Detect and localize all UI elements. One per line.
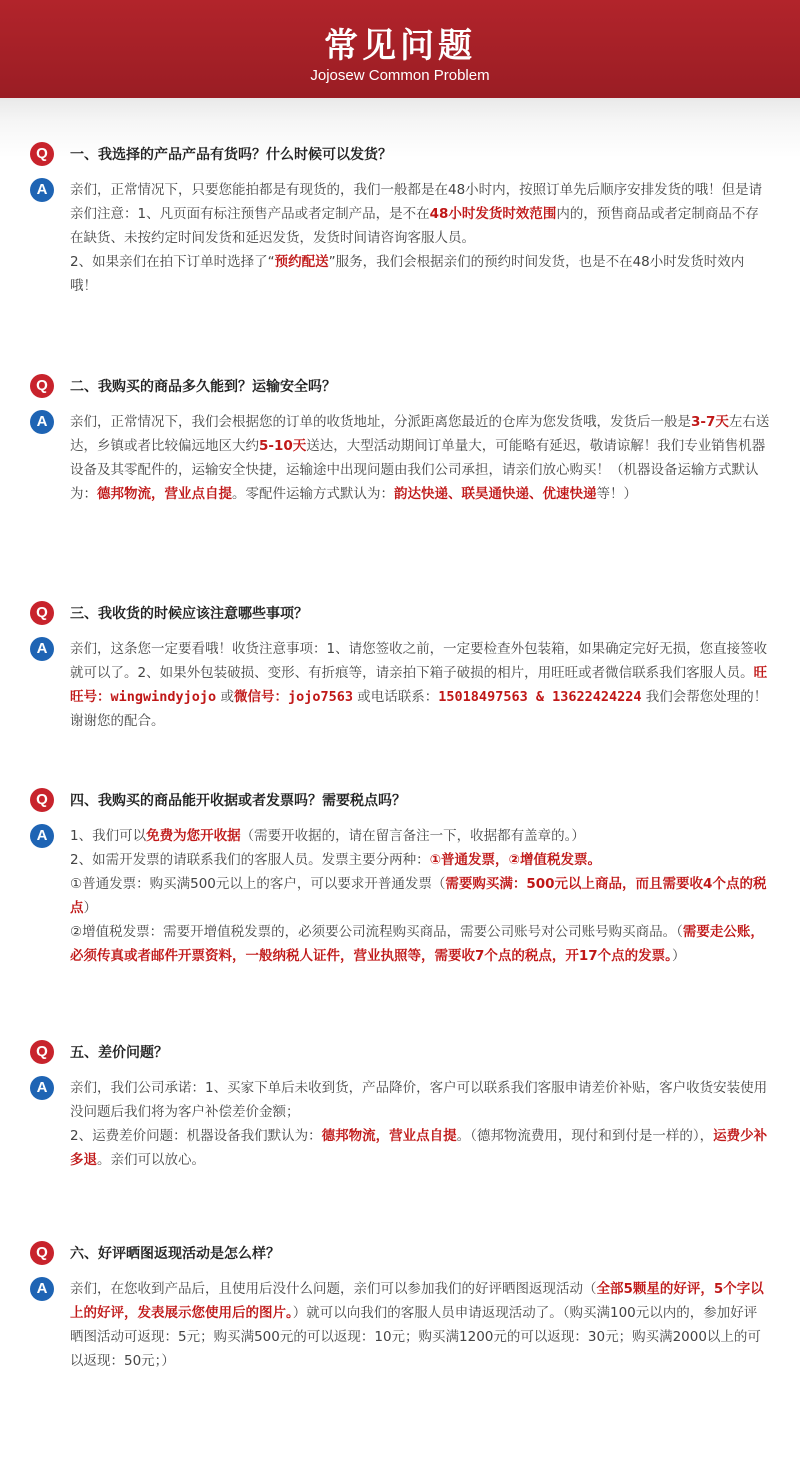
a-badge-icon: A [30,1076,54,1100]
highlight-text: wingwindyjojo [110,689,217,705]
faq-item-4 [30,788,770,968]
answer-text [70,824,770,968]
highlight-text: 运费少补多退 [70,1128,768,1168]
answer-paragraph [70,410,770,506]
highlight-text: 3-7天 [691,414,729,430]
highlight-text: 韵达快递、联昊通快递、优速快递 [394,486,597,502]
answer-row [30,410,770,506]
q-badge-icon: Q [30,788,54,812]
answer-segment: 等！） [596,486,637,502]
answer-row [30,824,770,968]
faq-list [0,98,800,1467]
highlight-text: 全部5颗星的好评，5个字以上的好评，发表展示您使用后的图片。 [70,1281,764,1321]
answer-segment: 。（德邦物流费用，现付和到付是一样的）， [456,1128,714,1144]
question-text: 二、我购买的商品多久能到？运输安全吗？ [70,379,336,395]
header-banner [0,0,800,98]
answer-segment: 。亲们可以放心。 [97,1152,205,1168]
highlight-text: 需要走公账，必须传真或者邮件开票资料，一般纳税人证件，营业执照等，需要收7个点的税点，开17个点的发票。 [70,924,764,964]
answer-segment: 亲们，正常情况下，只要您能拍都是有现货的，我们一般都是在48小时内，按照订单先后顺序安排发货的哦！但是请亲们注意：1、凡页面有标注预售产品或者定制产品，是不在 [70,182,763,222]
answer-segment: ） [671,948,686,964]
highlight-text: 免费为您开收据 [146,828,241,844]
answer-segment: 亲们，这条您一定要看哦！收货注意事项：1、请您签收之前，一定要检查外包装箱，如果确定完好无损，您直接签收就可以了。2、如果外包装破损、变形、有折痕等，请亲拍下箱子破损的相片，用旺旺或者微信联系我们客服人员。 [70,641,768,681]
answer-paragraph [70,250,770,298]
a-badge-icon: A [30,410,54,434]
highlight-text: 预约配送 [274,254,329,270]
q-badge-icon: Q [30,374,54,398]
highlight-text: 5-10天 [259,438,307,454]
answer-segment: ②增值税发票：需要开增值税发票的，必须要公司流程购买商品，需要公司账号对公司账号购买商品。（ [70,924,683,940]
question-text: 三、我收货的时候应该注意哪些事项？ [70,606,308,622]
answer-segment: 亲们，我们公司承诺：1、买家下单后未收到货，产品降价，客户可以联系我们客服申请差价补贴，客户收货安装使用没问题后我们将为客户补偿差价金额； [70,1080,768,1120]
answer-text [70,1076,770,1172]
answer-paragraph [70,1076,770,1124]
answer-segment: 2、运费差价问题：机器设备我们默认为： [70,1128,322,1144]
answer-segment: （需要开收据的，请在留言备注一下，收据都有盖章的。） [240,828,585,844]
a-badge-icon: A [30,637,54,661]
question-row [30,142,770,170]
highlight-text: ①普通发票，②增值税发票。 [429,852,601,868]
answer-segment: ①普通发票：购买满500元以上的客户，可以要求开普通发票（ [70,876,446,892]
highlight-text: 德邦物流，营业点自提 [97,486,232,502]
answer-paragraph [70,1124,770,1172]
page-title: 常见问题 [324,26,476,66]
question-text: 五、差价问题？ [70,1045,168,1061]
question-text: 四、我购买的商品能开收据或者发票吗？需要税点吗？ [70,793,406,809]
answer-segment: 亲们，正常情况下，我们会根据您的订单的收货地址，分派距离您最近的仓库为您发货哦，发货后一般是 [70,414,691,430]
answer-segment: 2、如需开发票的请联系我们的客服人员。发票主要分两种： [70,852,430,868]
a-badge-icon: A [30,824,54,848]
answer-paragraph [70,178,770,250]
answer-segment: ”服务，我们会根据亲们的预约时间发货，也是不在48小时发货时效内哦！ [70,254,745,294]
answer-segment: 送达，大型活动期间订单量大，可能略有延迟，敬请谅解！我们专业销售机器设备及其零配件的，运输安全快捷，运输途中出现问题由我们公司承担，请亲们放心购买！（机器设备运输方式默认为： [70,438,766,502]
answer-text [70,410,770,506]
q-badge-icon: Q [30,1241,54,1265]
highlight-text: jojo7563 [287,689,353,705]
answer-paragraph [70,920,770,968]
answer-row [30,1076,770,1172]
answer-segment: 内的，预售商品或者定制商品不存在缺货、未按约定时间发货和延迟发货，发货时间请咨询客服人员。 [70,206,759,246]
a-badge-icon: A [30,178,54,202]
answer-segment: ）就可以向我们的客服人员申请返现活动了。（购买满100元以内的，参加好评晒图活动可返现：5元；购买满500元的可以返现：10元；购买满1200元的可以返现：30元；购买满2000以上的可以返现：50元；） [70,1305,761,1369]
answer-row [30,178,770,298]
answer-paragraph [70,637,770,733]
answer-row [30,637,770,733]
a-badge-icon: A [30,1277,54,1301]
answer-text [70,637,770,733]
question-row [30,374,770,402]
faq-item-3 [30,601,770,733]
answer-segment: 左右送达，乡镇或者比较偏远地区大约 [70,414,770,454]
highlight-text: 微信号： [233,689,288,705]
page-subtitle: Jojosew Common Problem [310,67,490,84]
answer-segment: 亲们，在您收到产品后，且使用后没什么问题，亲们可以参加我们的好评晒图返现活动（ [70,1281,597,1297]
question-text: 一、我选择的产品产品有货吗？什么时候可以发货？ [70,147,392,163]
faq-item-2 [30,374,770,506]
highlight-text: 德邦物流，营业点自提 [321,1128,457,1144]
answer-segment: 1、我们可以 [70,828,147,844]
answer-paragraph [70,824,770,848]
faq-item-1 [30,142,770,298]
q-badge-icon: Q [30,142,54,166]
question-row [30,788,770,816]
answer-paragraph [70,848,770,872]
answer-segment: 或电话联系： [353,689,439,705]
faq-item-6 [30,1241,770,1373]
highlight-text: 15018497563 & 13622424224 [438,689,642,705]
highlight-text: 旺旺号： [70,665,768,705]
answer-segment: 2、如果亲们在拍下订单时选择了“ [70,254,275,270]
question-row [30,1241,770,1269]
q-badge-icon: Q [30,601,54,625]
answer-segment: ） [83,900,97,916]
answer-segment: 。零配件运输方式默认为： [232,486,394,502]
question-row [30,1040,770,1068]
answer-row [30,1277,770,1373]
highlight-text: 48小时发货时效范围 [429,206,557,222]
answer-text [70,1277,770,1373]
question-row [30,601,770,629]
answer-segment: 我们会帮您处理的！谢谢您的配合。 [70,689,768,729]
answer-paragraph [70,1277,770,1373]
question-text: 六、好评晒图返现活动是怎么样？ [70,1246,280,1262]
faq-item-5 [30,1040,770,1172]
answer-segment: 或 [216,689,234,705]
answer-text [70,178,770,298]
answer-paragraph [70,872,770,920]
highlight-text: 需要购买满：500元以上商品，而且需要收4个点的税点 [70,876,767,916]
q-badge-icon: Q [30,1040,54,1064]
